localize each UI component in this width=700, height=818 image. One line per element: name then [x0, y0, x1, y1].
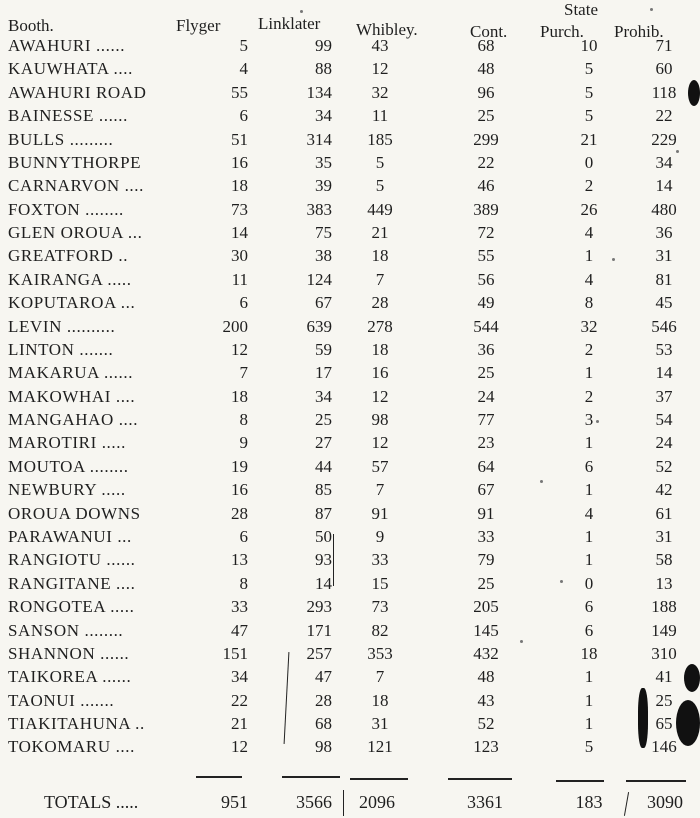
booth-name: BAINESSE ......: [8, 106, 128, 126]
votes-state-purch: 1: [584, 690, 594, 710]
speck: [596, 420, 599, 423]
votes-flyger: 151: [222, 643, 248, 663]
votes-whibley: 7: [375, 480, 385, 500]
votes-prohib: 31: [655, 526, 673, 546]
table-row: [0, 691, 700, 714]
table-row: [0, 106, 700, 129]
ink-blot: [684, 664, 700, 692]
votes-prohib: 188: [651, 597, 677, 617]
votes-flyger: 19: [231, 456, 248, 476]
votes-linklater: 59: [315, 339, 332, 359]
totals-label: TOTALS .....: [44, 792, 139, 812]
votes-flyger: 30: [231, 246, 248, 266]
votes-prohib: 61: [655, 503, 673, 523]
votes-linklater: 27: [315, 433, 332, 453]
booth-name: RANGITANE ....: [8, 573, 136, 593]
header-linklater: Linklater: [258, 14, 321, 33]
booth-name: KOPUTAROA ...: [8, 293, 136, 313]
votes-whibley: 185: [367, 129, 393, 149]
votes-linklater: 124: [306, 269, 332, 289]
votes-prohib: 229: [651, 129, 677, 149]
votes-flyger: 7: [239, 363, 248, 383]
votes-state-purch: 1: [584, 480, 594, 500]
votes-linklater: 68: [315, 714, 332, 734]
booth-name: NEWBURY .....: [8, 480, 126, 500]
votes-state-purch: 10: [580, 36, 598, 55]
booth-name: KAUWHATA ....: [8, 59, 133, 79]
votes-linklater: 98: [315, 737, 332, 757]
votes-state-purch: 26: [580, 199, 598, 219]
votes-state-purch: 4: [584, 269, 594, 289]
votes-whibley: 43: [371, 36, 389, 55]
votes-state-purch: 6: [584, 597, 594, 617]
speck: [540, 480, 543, 483]
bracket-mark: [343, 790, 344, 816]
votes-flyger: 13: [231, 550, 248, 570]
votes-flyger: 6: [239, 526, 248, 546]
votes-prohib: 71: [655, 36, 673, 55]
table-row: [0, 457, 700, 480]
votes-flyger: 16: [231, 152, 248, 172]
votes-cont: 64: [477, 456, 495, 476]
votes-cont: 22: [477, 152, 495, 172]
votes-state-purch: 0: [584, 573, 594, 593]
votes-linklater: 67: [315, 293, 332, 313]
votes-prohib: 54: [655, 410, 673, 430]
header-flyger: Flyger: [176, 16, 221, 35]
votes-whibley: 33: [371, 550, 389, 570]
votes-linklater: 134: [306, 82, 332, 102]
rule-whibley: [350, 778, 408, 780]
totals-whibley: 2096: [359, 792, 395, 812]
votes-whibley: 18: [371, 690, 389, 710]
table-row: [0, 621, 700, 644]
votes-whibley: 12: [371, 386, 389, 406]
table-row: [0, 504, 700, 527]
table-row: [0, 410, 700, 433]
votes-flyger: 18: [231, 386, 248, 406]
votes-prohib: 37: [655, 386, 673, 406]
votes-state-purch: 6: [584, 620, 594, 640]
header-cont: Cont.: [470, 22, 508, 41]
votes-whibley: 9: [375, 526, 385, 546]
votes-cont: 25: [477, 106, 495, 126]
votes-cont: 56: [477, 269, 495, 289]
votes-flyger: 18: [231, 176, 248, 196]
votes-cont: 145: [473, 620, 499, 640]
booth-name: TIAKITAHUNA ..: [8, 714, 145, 734]
votes-whibley: 82: [371, 620, 389, 640]
votes-prohib: 41: [655, 667, 673, 687]
votes-flyger: 11: [231, 269, 248, 289]
table-row: [0, 153, 700, 176]
votes-linklater: 87: [315, 503, 332, 523]
votes-prohib: 14: [655, 363, 673, 383]
votes-cont: 205: [473, 597, 499, 617]
votes-flyger: 33: [231, 597, 248, 617]
table-row: [0, 223, 700, 246]
votes-flyger: 8: [239, 573, 248, 593]
votes-whibley: 12: [371, 433, 389, 453]
table-row: [0, 433, 700, 456]
booth-name: MAKOWHAI ....: [8, 386, 136, 406]
votes-prohib: 34: [655, 152, 673, 172]
votes-whibley: 91: [371, 503, 389, 523]
votes-prohib: 546: [651, 316, 677, 336]
votes-prohib: 81: [655, 269, 673, 289]
votes-linklater: 93: [315, 550, 332, 570]
votes-whibley: 7: [375, 269, 385, 289]
table-row: [0, 130, 700, 153]
booth-name: RANGIOTU ......: [8, 550, 136, 570]
votes-whibley: 11: [371, 106, 389, 126]
table-row: [0, 317, 700, 340]
votes-whibley: 15: [371, 573, 389, 593]
table-row: [0, 737, 700, 760]
booth-name: TAIKOREA ......: [8, 667, 132, 687]
votes-state-purch: 4: [584, 223, 594, 243]
votes-state-purch: 1: [584, 714, 594, 734]
table-row: [0, 270, 700, 293]
table-row: [0, 176, 700, 199]
votes-state-purch: 0: [584, 152, 594, 172]
votes-linklater: 88: [315, 59, 332, 79]
votes-flyger: 47: [231, 620, 248, 640]
votes-linklater: 75: [315, 223, 332, 243]
votes-state-purch: 4: [584, 503, 594, 523]
votes-whibley: 16: [371, 363, 389, 383]
table-row: [0, 59, 700, 82]
votes-prohib: 45: [655, 293, 673, 313]
votes-cont: 33: [477, 526, 495, 546]
booth-name: PARAWANUI ...: [8, 526, 132, 546]
votes-state-purch: 21: [580, 129, 598, 149]
booth-name: TOKOMARU ....: [8, 737, 135, 757]
votes-prohib: 25: [655, 690, 673, 710]
booth-name: TAONUI .......: [8, 690, 115, 710]
votes-linklater: 383: [306, 199, 332, 219]
votes-cont: 123: [473, 737, 499, 757]
header-prohib: Prohib.: [614, 22, 664, 41]
votes-whibley: 98: [371, 410, 389, 430]
table-row: [0, 387, 700, 410]
booth-name: MANGAHAO ....: [8, 410, 139, 430]
rule-state: [556, 780, 604, 782]
votes-flyger: 200: [222, 316, 248, 336]
votes-prohib: 480: [651, 199, 677, 219]
votes-state-purch: 1: [584, 246, 594, 266]
ink-blot: [688, 80, 700, 106]
votes-flyger: 34: [231, 667, 248, 687]
booth-name: MAROTIRI .....: [8, 433, 126, 453]
table-row: [0, 363, 700, 386]
table-row: [0, 36, 700, 59]
votes-flyger: 6: [239, 106, 248, 126]
votes-linklater: 257: [306, 643, 332, 663]
votes-prohib: 118: [651, 82, 677, 102]
votes-state-purch: 1: [584, 526, 594, 546]
booth-name: MOUTOA ........: [8, 456, 129, 476]
votes-cont: 48: [477, 59, 495, 79]
votes-linklater: 34: [315, 106, 332, 126]
votes-cont: 43: [477, 690, 495, 710]
votes-state-purch: 5: [584, 82, 594, 102]
votes-linklater: 14: [315, 573, 332, 593]
votes-prohib: 14: [655, 176, 673, 196]
votes-linklater: 171: [306, 620, 332, 640]
votes-flyger: 8: [239, 410, 248, 430]
ink-blot: [676, 700, 700, 746]
table-row: [0, 480, 700, 503]
votes-whibley: 12: [371, 59, 389, 79]
votes-prohib: 53: [655, 339, 673, 359]
table-row: [0, 574, 700, 597]
speck: [560, 580, 563, 583]
votes-cont: 25: [477, 363, 495, 383]
votes-linklater: 28: [315, 690, 332, 710]
votes-whibley: 18: [371, 339, 389, 359]
votes-cont: 96: [477, 82, 495, 102]
table-row: [0, 667, 700, 690]
votes-whibley: 57: [371, 456, 389, 476]
votes-flyger: 5: [239, 36, 248, 55]
booth-name: LINTON .......: [8, 339, 114, 359]
booth-name: LEVIN ..........: [8, 316, 116, 336]
votes-prohib: 52: [655, 456, 673, 476]
header-whibley: Whibley.: [356, 20, 418, 39]
table-row: [0, 714, 700, 737]
votes-cont: 72: [477, 223, 495, 243]
speck: [300, 10, 303, 13]
votes-state-purch: 2: [584, 339, 594, 359]
votes-flyger: 21: [231, 714, 248, 734]
votes-flyger: 9: [239, 433, 248, 453]
votes-state-purch: 3: [584, 410, 594, 430]
votes-whibley: 121: [367, 737, 393, 757]
header-booth: Booth.: [8, 16, 54, 35]
votes-flyger: 28: [231, 503, 248, 523]
votes-prohib: 31: [655, 246, 673, 266]
votes-prohib: 146: [651, 737, 677, 757]
votes-state-purch: 2: [584, 176, 594, 196]
totals-cont: 3361: [467, 792, 503, 812]
totals-linklater: 3566: [296, 792, 332, 812]
votes-whibley: 278: [367, 316, 393, 336]
votes-linklater: 99: [315, 36, 332, 55]
votes-flyger: 4: [239, 59, 248, 79]
rule-flyger: [196, 776, 242, 778]
votes-whibley: 28: [371, 293, 389, 313]
votes-prohib: 22: [655, 106, 673, 126]
votes-state-purch: 5: [584, 59, 594, 79]
votes-flyger: 6: [239, 293, 248, 313]
votes-state-purch: 18: [580, 643, 598, 663]
totals-prohib: 3090: [647, 792, 683, 812]
votes-cont: 91: [477, 503, 495, 523]
table-row: [0, 644, 700, 667]
votes-whibley: 18: [371, 246, 389, 266]
table-row: [0, 340, 700, 363]
totals-flyger: 951: [221, 792, 248, 812]
votes-cont: 24: [477, 386, 495, 406]
table-row: [0, 293, 700, 316]
votes-whibley: 73: [371, 597, 389, 617]
votes-prohib: 13: [655, 573, 673, 593]
votes-flyger: 14: [231, 223, 248, 243]
votes-prohib: 149: [651, 620, 677, 640]
table-row: [0, 246, 700, 269]
votes-linklater: 293: [306, 597, 332, 617]
votes-state-purch: 2: [584, 386, 594, 406]
votes-flyger: 22: [231, 690, 248, 710]
rule-prohib: [626, 780, 686, 782]
votes-cont: 23: [477, 433, 495, 453]
booth-name: AWAHURI ......: [8, 36, 126, 55]
votes-linklater: 35: [315, 152, 332, 172]
votes-cont: 67: [477, 480, 495, 500]
booth-name: GLEN OROUA ...: [8, 223, 143, 243]
votes-prohib: 24: [655, 433, 673, 453]
votes-linklater: 47: [315, 667, 332, 687]
votes-whibley: 7: [375, 667, 385, 687]
booth-name: RONGOTEA .....: [8, 597, 135, 617]
votes-state-purch: 32: [580, 316, 598, 336]
booth-name: BUNNYTHORPE: [8, 152, 142, 172]
votes-whibley: 21: [371, 223, 389, 243]
booth-name: SANSON ........: [8, 620, 124, 640]
rule-linklater: [282, 776, 340, 778]
ink-blot: [638, 688, 648, 748]
votes-whibley: 449: [367, 199, 393, 219]
votes-flyger: 55: [231, 82, 248, 102]
votes-whibley: 31: [371, 714, 389, 734]
votes-state-purch: 6: [584, 456, 594, 476]
votes-prohib: 65: [655, 714, 673, 734]
header-state: State: [564, 0, 598, 19]
votes-cont: 46: [477, 176, 495, 196]
booth-name: BULLS .........: [8, 129, 114, 149]
votes-cont: 48: [477, 667, 495, 687]
votes-state-purch: 1: [584, 433, 594, 453]
booth-name: OROUA DOWNS: [8, 503, 141, 523]
votes-prohib: 42: [655, 480, 673, 500]
speck: [650, 8, 653, 11]
votes-cont: 52: [477, 714, 495, 734]
bracket-mark: [333, 534, 334, 586]
votes-cont: 299: [473, 129, 499, 149]
votes-prohib: 60: [655, 59, 673, 79]
table-row: [0, 597, 700, 620]
booth-name: SHANNON ......: [8, 643, 130, 663]
votes-state-purch: 5: [584, 737, 594, 757]
votes-linklater: 50: [315, 526, 332, 546]
votes-flyger: 12: [231, 339, 248, 359]
votes-linklater: 39: [315, 176, 332, 196]
votes-cont: 25: [477, 573, 495, 593]
votes-linklater: 38: [315, 246, 332, 266]
votes-prohib: 36: [655, 223, 673, 243]
totals-row: [0, 792, 700, 815]
votes-cont: 79: [477, 550, 495, 570]
votes-cont: 432: [473, 643, 499, 663]
table-row: [0, 550, 700, 573]
votes-prohib: 310: [651, 643, 677, 663]
votes-cont: 389: [473, 199, 499, 219]
votes-cont: 36: [477, 339, 495, 359]
votes-linklater: 25: [315, 410, 332, 430]
votes-flyger: 16: [231, 480, 248, 500]
booth-name: AWAHURI ROAD: [8, 82, 147, 102]
votes-linklater: 44: [315, 456, 332, 476]
votes-cont: 77: [477, 410, 495, 430]
votes-cont: 544: [473, 316, 499, 336]
votes-linklater: 34: [315, 386, 332, 406]
totals-state: 183: [575, 792, 603, 812]
votes-linklater: 85: [315, 480, 332, 500]
votes-state-purch: 1: [584, 550, 594, 570]
speck: [676, 150, 679, 153]
votes-cont: 49: [477, 293, 495, 313]
votes-state-purch: 1: [584, 363, 594, 383]
booth-name: MAKARUA ......: [8, 363, 134, 383]
votes-whibley: 5: [375, 152, 385, 172]
table-row: [0, 527, 700, 550]
votes-flyger: 12: [231, 737, 248, 757]
booth-name: GREATFORD ..: [8, 246, 129, 266]
votes-cont: 55: [477, 246, 495, 266]
votes-flyger: 73: [231, 199, 248, 219]
table-row: [0, 200, 700, 223]
speck: [520, 640, 523, 643]
votes-whibley: 5: [375, 176, 385, 196]
votes-linklater: 17: [315, 363, 332, 383]
votes-whibley: 32: [371, 82, 389, 102]
rule-cont: [448, 778, 512, 780]
booth-name: KAIRANGA .....: [8, 269, 132, 289]
votes-prohib: 58: [655, 550, 673, 570]
booth-name: CARNARVON ....: [8, 176, 144, 196]
header-purch: Purch.: [540, 22, 584, 41]
votes-linklater: 314: [306, 129, 332, 149]
votes-state-purch: 5: [584, 106, 594, 126]
speck: [612, 258, 615, 261]
booth-name: FOXTON ........: [8, 199, 124, 219]
votes-cont: 68: [477, 36, 495, 55]
votes-flyger: 51: [231, 129, 248, 149]
votes-state-purch: 1: [584, 667, 594, 687]
table-row: [0, 83, 700, 106]
votes-linklater: 639: [306, 316, 332, 336]
votes-whibley: 353: [367, 643, 393, 663]
votes-state-purch: 8: [584, 293, 594, 313]
